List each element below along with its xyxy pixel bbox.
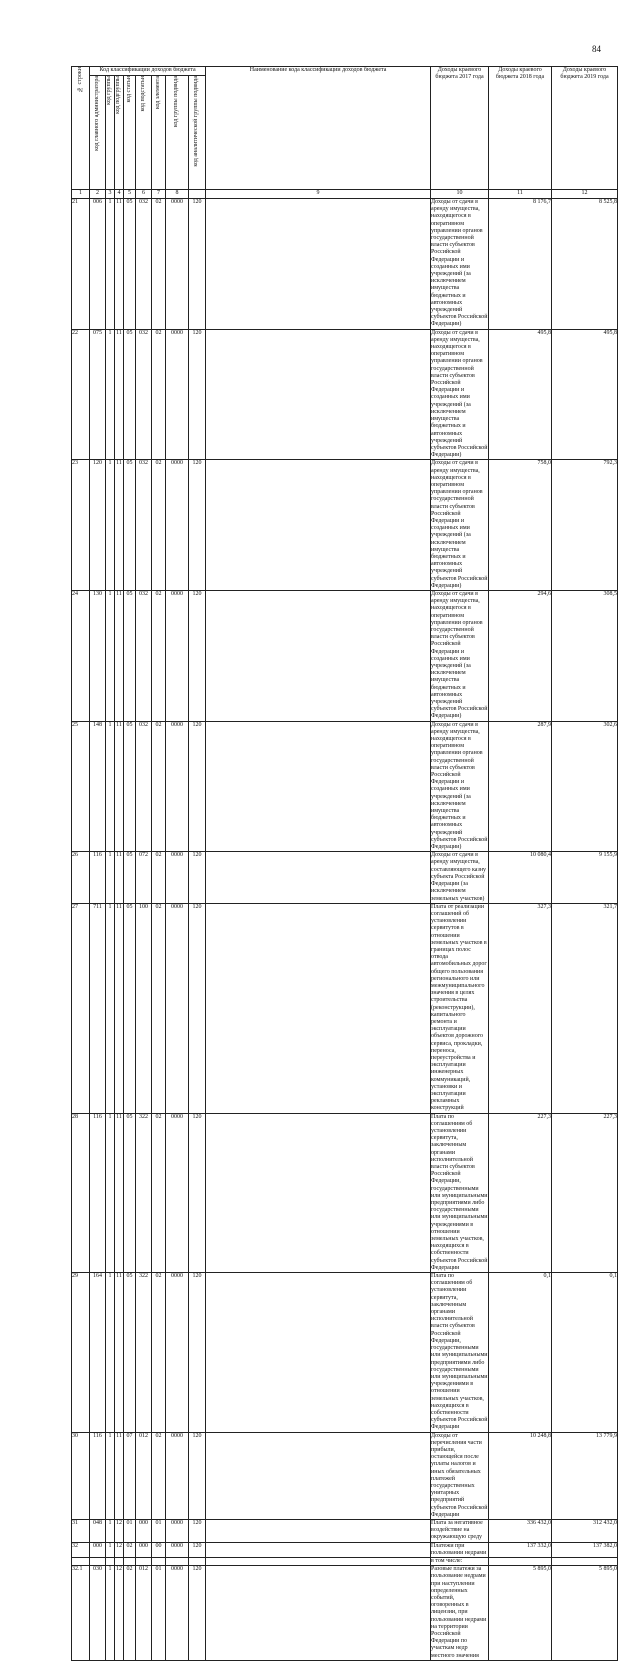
row-number-cell: 26 (72, 852, 90, 903)
row-number-cell: 28 (72, 1113, 90, 1272)
code-cell: 02 (152, 460, 166, 591)
code-cell: 012 (136, 1432, 152, 1519)
code-cell: 1 (106, 721, 115, 852)
code-cell: 120 (189, 1519, 206, 1542)
row-number-cell: 27 (72, 903, 90, 1113)
code-cell: 11 (115, 852, 124, 903)
value-2018-cell: 308,5 (552, 590, 618, 721)
row-number-cell: 30 (72, 1432, 90, 1519)
code-cell: 012 (136, 1566, 152, 1661)
code-cell: 0000 (166, 852, 189, 903)
table-row (72, 852, 618, 903)
value-2018-cell: 792,3 (552, 460, 618, 591)
row-number-cell: 22 (72, 329, 90, 460)
value-2018-cell: 9 155,9 (552, 852, 618, 903)
code-col-header: код группы (106, 76, 115, 190)
column-number: 2 (90, 190, 106, 199)
code-cell: 1 (106, 590, 115, 721)
code-cell: 120 (189, 590, 206, 721)
value-2018-cell (552, 1557, 618, 1565)
code-cell: 120 (189, 1566, 206, 1661)
spacer-cell (206, 1432, 431, 1519)
row-number-cell: 32 (72, 1542, 90, 1557)
code-cell: 02 (152, 199, 166, 330)
row-number-cell: 24 (72, 590, 90, 721)
value-2017-cell (489, 1557, 552, 1565)
code-cell: 130 (90, 590, 106, 721)
code-cell: 032 (136, 329, 152, 460)
table-row (72, 329, 618, 460)
revenue-table (71, 66, 618, 1661)
code-cell (106, 1557, 115, 1565)
code-cell: 1 (106, 1566, 115, 1661)
code-cell: 1 (106, 903, 115, 1113)
column-number: 10 (431, 190, 489, 199)
code-cell: 11 (115, 1432, 124, 1519)
spacer-cell (206, 1557, 431, 1565)
code-cell: 01 (152, 1519, 166, 1542)
code-cell: 0000 (166, 1432, 189, 1519)
code-cell: 032 (136, 460, 152, 591)
code-cell: 02 (152, 721, 166, 852)
value-2018-cell: 13 779,9 (552, 1432, 618, 1519)
column-number (189, 190, 206, 199)
code-col-header: код главного администратора (90, 76, 106, 190)
code-cell: 000 (90, 1542, 106, 1557)
code-col-header: код аналитической группы подвида (189, 76, 206, 190)
code-cell: 032 (136, 721, 152, 852)
spacer-cell (206, 329, 431, 460)
code-cell: 1 (106, 199, 115, 330)
column-number: 1 (72, 190, 90, 199)
page-number: 84 (592, 44, 601, 54)
code-cell: 1 (106, 1273, 115, 1432)
code-cell: 075 (90, 329, 106, 460)
code-cell: 0000 (166, 1519, 189, 1542)
code-cell: 0000 (166, 329, 189, 460)
code-cell: 148 (90, 721, 106, 852)
name-cell: Доходы от сдачи в аренду имущества, находящегося в оперативном управлении органов государственной власти субъектов Российской Федерации и созданных ими учреждений (за исключением имущества бюджетных и автономных учреждений субъектов Российской Федерации) (431, 590, 488, 720)
code-cell: 0000 (166, 460, 189, 591)
column-number: 9 (206, 190, 431, 199)
value-2018-cell: 312 432,0 (552, 1519, 618, 1542)
row-number-cell: 29 (72, 1273, 90, 1432)
spacer-cell (206, 903, 431, 1113)
code-cell: 048 (90, 1519, 106, 1542)
value-2018-cell: 8 525,8 (552, 199, 618, 330)
code-cell: 116 (90, 1113, 106, 1272)
code-cell: 12 (115, 1542, 124, 1557)
code-cell: 000 (136, 1542, 152, 1557)
row-number-cell (72, 1557, 90, 1565)
code-cell: 1 (106, 1542, 115, 1557)
code-col-header: код подстатьи (136, 76, 152, 190)
code-cell: 05 (124, 852, 136, 903)
code-cell: 120 (189, 1542, 206, 1557)
code-col-header: код элемента (152, 76, 166, 190)
code-cell: 01 (124, 1519, 136, 1542)
code-cell: 0000 (166, 721, 189, 852)
code-cell: 120 (189, 721, 206, 852)
name-cell: Платежи при пользовании недрами (431, 1542, 489, 1557)
name-cell: Доходы от сдачи в аренду имущества, находящегося в оперативном управлении органов государственной власти субъектов Российской Федерации и созданных ими учреждений (за исключением имущества бюджетных и автономных учреждений субъектов Российской Федерации) (431, 199, 488, 328)
spacer-cell (206, 590, 431, 721)
code-cell: 120 (189, 329, 206, 460)
code-cell: 11 (115, 590, 124, 721)
code-cell: 11 (115, 460, 124, 591)
name-cell: Доходы от сдачи в аренду имущества, находящегося в оперативном управлении органов государственной власти субъектов Российской Федерации и созданных ими учреждений (за исключением имущества бюджетных и автономных учреждений субъектов Российской Федерации) (431, 329, 488, 459)
code-cell: 11 (115, 903, 124, 1113)
row-number-cell: 31 (72, 1519, 90, 1542)
code-cell: 116 (90, 852, 106, 903)
code-cell: 11 (115, 1113, 124, 1272)
code-cell: 02 (124, 1542, 136, 1557)
code-cell: 000 (136, 1519, 152, 1542)
code-cell: 12 (115, 1566, 124, 1661)
code-cell: 1 (106, 1432, 115, 1519)
code-cell (189, 1557, 206, 1565)
code-cell: 05 (124, 329, 136, 460)
value-2017-cell: 758,0 (489, 460, 552, 591)
value-2017-cell: 227,3 (489, 1113, 552, 1272)
value-2017-cell: 5 895,0 (489, 1566, 552, 1661)
code-cell: 100 (136, 903, 152, 1113)
year-2017-header: Доходы краевого бюджета 2017 года (431, 67, 489, 190)
code-cell (90, 1557, 106, 1565)
row-number-cell: 32.1 (72, 1566, 90, 1661)
name-column-header: Наименование кода классификации доходов бюджета (206, 67, 431, 190)
name-cell: Плата по соглашениям об установлении сервитута, заключенным органами исполнительной власти субъектов Российской Федерации, государственными или муниципальными предприятиями либо государственными или муниципальными учреждениями в отношении земельных участков, находящихся в собственности субъектов Российской Федерации (431, 1113, 488, 1271)
value-2017-cell: 495,8 (489, 329, 552, 460)
year-2019-header: Доходы краевого бюджета 2019 года (552, 67, 618, 190)
code-cell: 02 (152, 1273, 166, 1432)
code-col-header: код статьи (124, 76, 136, 190)
table-row (72, 590, 618, 721)
code-cell: 006 (90, 199, 106, 330)
code-cell: 02 (152, 1113, 166, 1272)
code-cell: 07 (124, 1432, 136, 1519)
code-cell: 05 (124, 460, 136, 591)
code-cell: 322 (136, 1273, 152, 1432)
code-cell: 120 (90, 460, 106, 591)
code-cell: 032 (136, 590, 152, 721)
code-cell: 116 (90, 1432, 106, 1519)
value-2018-cell: 321,7 (552, 903, 618, 1113)
row-number-header: № строки (72, 67, 90, 190)
code-cell (152, 1557, 166, 1565)
name-cell: Плата от реализации соглашений об установлении сервитутов в отношении земельных участков в границах полос отвода автомобильных дорог общего пользования регионального или межмуниципального значения в целях строительства (реконструкции), капитального ремонта и эксплуатации объектов дорожного сервиса, прокладки, переноса, переустройства и эксплуатации инженерных коммуникаций, установки и эксплуатации рекламных конструкций (431, 903, 487, 1112)
code-col-header: код подгруппы (115, 76, 124, 190)
table-row (72, 1432, 618, 1519)
spacer-cell (206, 852, 431, 903)
code-cell: 02 (152, 1432, 166, 1519)
spacer-cell (206, 1273, 431, 1432)
column-number: 4 (115, 190, 124, 199)
code-cell: 11 (115, 199, 124, 330)
value-2017-cell: 137 332,0 (489, 1542, 552, 1557)
value-2018-cell: 0,1 (552, 1273, 618, 1432)
value-2017-cell: 0,1 (489, 1273, 552, 1432)
code-cell: 01 (152, 1566, 166, 1661)
code-cell: 11 (115, 329, 124, 460)
code-cell: 0000 (166, 1566, 189, 1661)
value-2018-cell: 302,6 (552, 721, 618, 852)
spacer-cell (206, 1566, 431, 1661)
column-number: 11 (489, 190, 552, 199)
table-row (72, 1519, 618, 1542)
value-2018-cell: 5 895,0 (552, 1566, 618, 1661)
table-row (72, 199, 618, 330)
code-cell: 05 (124, 1273, 136, 1432)
code-cell: 120 (189, 1432, 206, 1519)
spacer-cell (206, 1519, 431, 1542)
code-cell: 02 (124, 1566, 136, 1661)
code-cell (136, 1557, 152, 1565)
code-cell: 072 (136, 852, 152, 903)
code-cell: 164 (90, 1273, 106, 1432)
table-body (72, 199, 618, 1661)
row-number-cell: 23 (72, 460, 90, 591)
column-number-row (72, 190, 618, 199)
table-row (72, 1113, 618, 1272)
table-row (72, 1566, 618, 1661)
code-cell: 0000 (166, 199, 189, 330)
code-cell: 05 (124, 199, 136, 330)
value-2017-cell: 10 248,8 (489, 1432, 552, 1519)
name-cell: Доходы от сдачи в аренду имущества, составляющего казну субъекта Российской Федерации (за исключением земельных участков) (431, 852, 489, 903)
spacer-cell (206, 199, 431, 330)
column-number: 5 (124, 190, 136, 199)
code-cell: 120 (189, 199, 206, 330)
code-cell: 711 (90, 903, 106, 1113)
name-cell: Разовые платежи за пользование недрами при наступлении определенных событий, оговоренных в лицензии, при пользовании недрами на территории Российской Федерации по участкам недр местного значения (431, 1566, 489, 1661)
year-2018-header: Доходы краевого бюджета 2018 года (489, 67, 552, 190)
code-cell: 05 (124, 590, 136, 721)
code-cell: 030 (90, 1566, 106, 1661)
classification-group-header: Код классификации доходов бюджета (90, 67, 206, 76)
code-cell: 1 (106, 852, 115, 903)
table-row (72, 903, 618, 1113)
code-cell: 0000 (166, 1273, 189, 1432)
value-2018-cell: 227,3 (552, 1113, 618, 1272)
table-row (72, 460, 618, 591)
code-cell: 11 (115, 721, 124, 852)
column-number: 8 (166, 190, 189, 199)
code-cell: 032 (136, 199, 152, 330)
code-cell: 1 (106, 1113, 115, 1272)
code-cell: 0000 (166, 1113, 189, 1272)
column-number: 7 (152, 190, 166, 199)
code-cell: 0000 (166, 590, 189, 721)
name-cell: Плата за негативное воздействие на окружающую среду (431, 1519, 489, 1542)
code-cell: 02 (152, 590, 166, 721)
code-cell: 02 (152, 329, 166, 460)
spacer-cell (206, 460, 431, 591)
code-cell: 0000 (166, 903, 189, 1113)
name-cell: Доходы от сдачи в аренду имущества, находящегося в оперативном управлении органов государственной власти субъектов Российской Федерации и созданных ими учреждений (за исключением имущества бюджетных и автономных учреждений субъектов Российской Федерации) (431, 460, 488, 589)
row-number-cell: 25 (72, 721, 90, 852)
value-2018-cell: 137 382,0 (552, 1542, 618, 1557)
value-2018-cell: 495,8 (552, 329, 618, 460)
table-row (72, 1273, 618, 1432)
code-cell: 05 (124, 721, 136, 852)
code-col-header: код группы подвида (166, 76, 189, 190)
code-cell: 1 (106, 1519, 115, 1542)
value-2017-cell: 287,9 (489, 721, 552, 852)
column-number: 6 (136, 190, 152, 199)
code-cell: 0000 (166, 1542, 189, 1557)
value-2017-cell: 8 176,7 (489, 199, 552, 330)
table-row (72, 1557, 618, 1565)
code-cell (124, 1557, 136, 1565)
code-cell: 00 (152, 1542, 166, 1557)
code-cell: 05 (124, 903, 136, 1113)
code-cell: 11 (115, 1273, 124, 1432)
code-cell: 120 (189, 903, 206, 1113)
value-2017-cell: 327,3 (489, 903, 552, 1113)
value-2017-cell: 10 080,4 (489, 852, 552, 903)
name-cell: в том числе: (431, 1557, 489, 1565)
name-cell: Доходы от перечисления части прибыли, остающейся после уплаты налогов и иных обязательных платежей государственных унитарных предприятий субъектов Российской Федерации (431, 1432, 488, 1518)
code-cell: 02 (152, 903, 166, 1113)
code-cell: 1 (106, 460, 115, 591)
spacer-cell (206, 1113, 431, 1272)
code-cell (166, 1557, 189, 1565)
code-cell: 120 (189, 1273, 206, 1432)
code-cell: 322 (136, 1113, 152, 1272)
row-number-cell: 21 (72, 199, 90, 330)
value-2017-cell: 336 432,0 (489, 1519, 552, 1542)
code-cell: 05 (124, 1113, 136, 1272)
table-row (72, 721, 618, 852)
code-cell (115, 1557, 124, 1565)
table-row (72, 1542, 618, 1557)
spacer-cell (206, 721, 431, 852)
name-cell: Доходы от сдачи в аренду имущества, находящегося в оперативном управлении органов государственной власти субъектов Российской Федерации и созданных ими учреждений (за исключением имущества бюджетных и автономных учреждений субъектов Российской Федерации) (431, 721, 488, 851)
code-cell: 120 (189, 852, 206, 903)
name-cell: Плата по соглашениям об установлении сервитута, заключенным органами исполнительной власти субъектов Российской Федерации, государственными или муниципальными предприятиями либо государственными или муниципальными учреждениями в отношении земельных участков, находящихся в собственности субъектов Российской Федерации (431, 1273, 488, 1431)
column-number: 12 (552, 190, 618, 199)
spacer-cell (206, 1542, 431, 1557)
code-cell: 12 (115, 1519, 124, 1542)
column-number: 3 (106, 190, 115, 199)
code-cell: 120 (189, 460, 206, 591)
value-2017-cell: 294,6 (489, 590, 552, 721)
code-cell: 02 (152, 852, 166, 903)
code-cell: 1 (106, 329, 115, 460)
code-cell: 120 (189, 1113, 206, 1272)
